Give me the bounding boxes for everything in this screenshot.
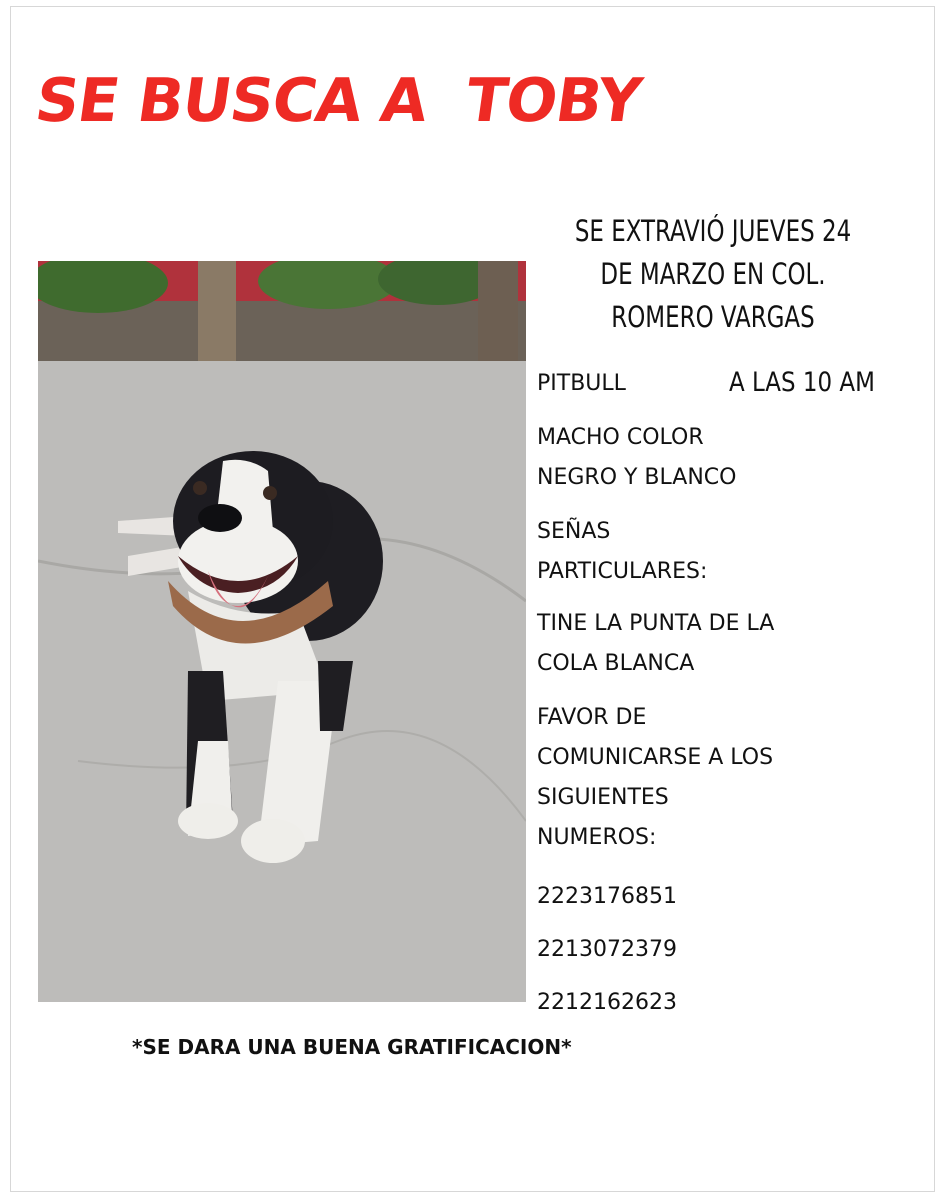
heading-line: DE MARZO EN COL. [600, 257, 826, 291]
contact-line: FAVOR DE [537, 705, 647, 730]
heading-line: ROMERO VARGAS [611, 300, 815, 334]
breed-label: PITBULL [537, 371, 626, 396]
description-line: NEGRO Y BLANCO [537, 465, 737, 490]
contact-line: COMUNICARSE A LOS [537, 745, 774, 770]
poster-title: SE BUSCA A TOBY [31, 66, 646, 136]
marks-description [537, 604, 774, 684]
phone-number: 2213072379 [537, 937, 677, 962]
marks-label-line: SEÑAS [537, 519, 611, 544]
phone-list [537, 870, 677, 1029]
phone-number: 2212162623 [537, 990, 677, 1015]
lost-time: A LAS 10 AM [729, 367, 875, 398]
marks-label-line: PARTICULARES: [537, 559, 708, 584]
marks-line: TINE LA PUNTA DE LA [537, 611, 775, 636]
contact-line: NUMEROS: [537, 825, 657, 850]
contact-line: SIGUIENTES [537, 785, 669, 810]
contact-instructions [537, 698, 773, 858]
dog-photo [38, 261, 526, 1002]
reward-notice: *SE DARA UNA BUENA GRATIFICACION* [132, 1035, 572, 1059]
lost-date-heading [550, 210, 876, 339]
marks-label [537, 512, 707, 592]
description-line: MACHO COLOR [537, 425, 704, 450]
heading-line: SE EXTRAVIÓ JUEVES 24 [574, 214, 852, 248]
description [537, 418, 736, 498]
marks-line: COLA BLANCA [537, 651, 695, 676]
phone-number: 2223176851 [537, 884, 677, 909]
